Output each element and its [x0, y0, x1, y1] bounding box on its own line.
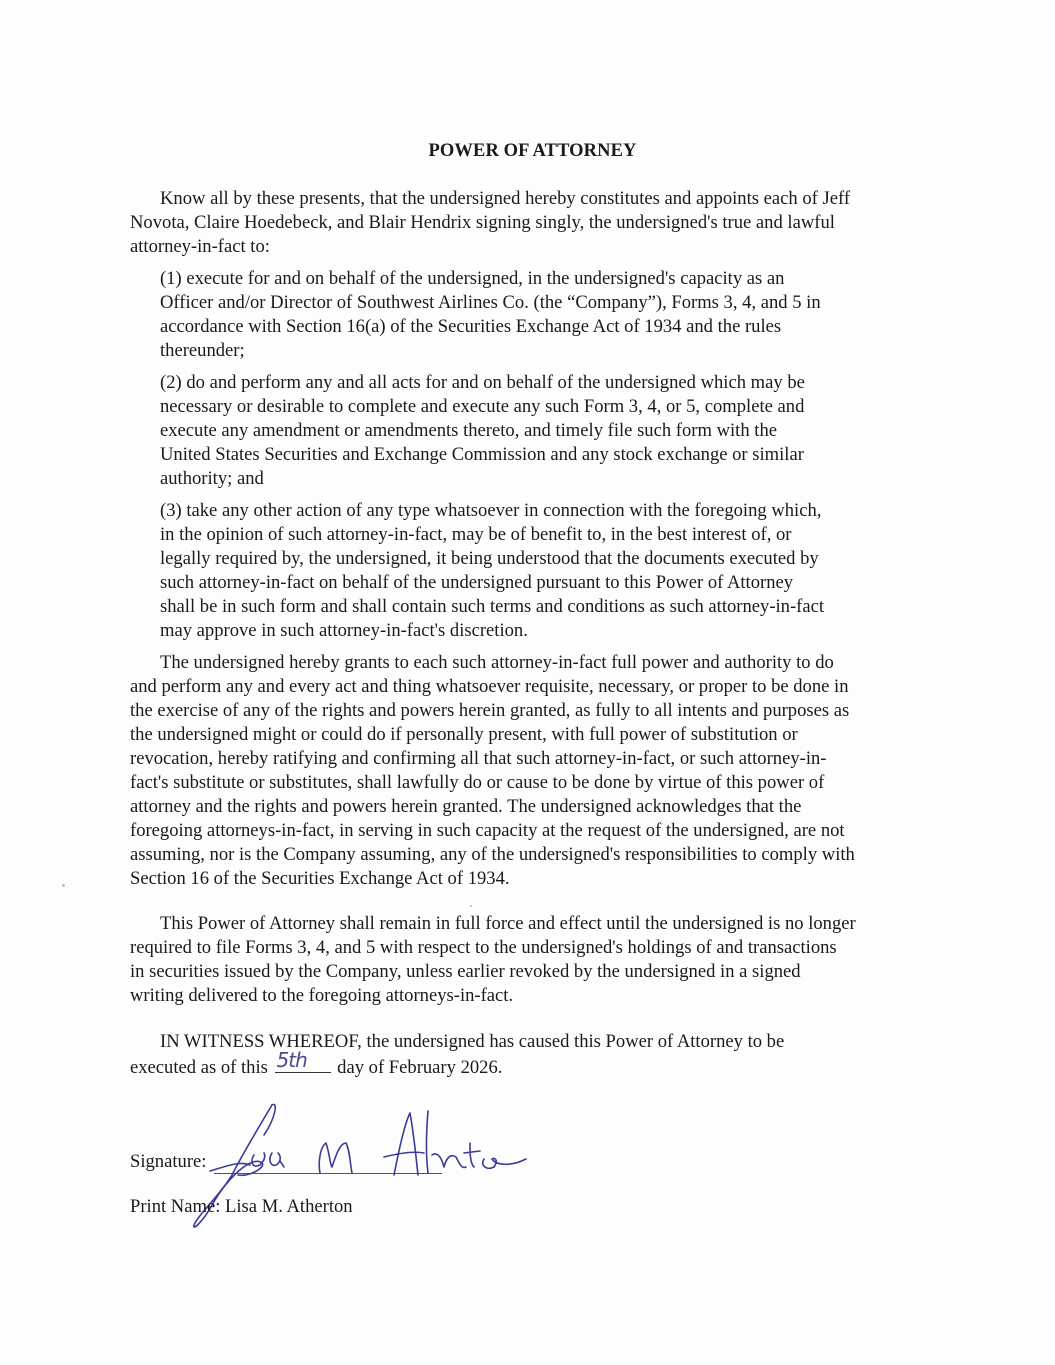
text-line: attorney-in-fact to:	[130, 236, 270, 257]
scan-speck	[62, 884, 65, 887]
text-line: The undersigned hereby grants to each such attorney-in-fact full power and authority to do	[160, 652, 834, 673]
text-line: writing delivered to the foregoing attorneys-in-fact.	[130, 985, 514, 1006]
text-line: Novota, Claire Hoedebeck, and Blair Hendrix signing singly, the undersigned's true and lawful	[130, 212, 835, 233]
date-prefix: executed as of this	[130, 1057, 268, 1078]
text-line: fact's substitute or substitutes, shall lawfully do or cause to be done by virtue of this power of	[130, 772, 825, 793]
text-line: legally required by, the undersigned, it being understood that the documents executed by	[160, 548, 819, 569]
text-line: in the opinion of such attorney-in-fact, may be of benefit to, in the best interest of, or	[160, 524, 792, 545]
witness-paragraph	[130, 1030, 784, 1080]
text-line: (3) take any other action of any type whatsoever in connection with the foregoing which,	[160, 500, 822, 521]
grant-paragraph	[130, 651, 855, 891]
power-item-3	[160, 499, 824, 643]
document-title: POWER OF ATTORNEY	[428, 141, 637, 161]
text-line: (2) do and perform any and all acts for and on behalf of the undersigned which may be	[160, 372, 805, 393]
date-day-field	[275, 1048, 331, 1073]
text-line: such attorney-in-fact on behalf of the undersigned pursuant to this Power of Attorney	[160, 572, 794, 593]
text-line: and perform any and every act and thing whatsoever requisite, necessary, or proper to be done in	[130, 676, 849, 697]
text-line: Officer and/or Director of Southwest Airlines Co. (the “Company”), Forms 3, 4, and 5 in	[160, 292, 821, 313]
text-line: attorney and the rights and powers herein granted. The undersigned acknowledges that the	[130, 796, 802, 817]
text-line: Know all by these presents, that the undersigned hereby constitutes and appoints each of Jeff	[160, 188, 851, 209]
text-line: shall be in such form and shall contain such terms and conditions as such attorney-in-fact	[160, 596, 825, 617]
print-name-row	[130, 1196, 353, 1218]
scan-speck	[470, 905, 472, 907]
text-line: in securities issued by the Company, unless earlier revoked by the undersigned in a signed	[130, 961, 801, 982]
text-line: the undersigned might or could do if personally present, with full power of substitution or	[130, 724, 798, 745]
intro-paragraph	[130, 187, 850, 259]
power-item-1	[160, 267, 821, 363]
duration-paragraph	[130, 912, 856, 1008]
handwritten-day: 5th	[276, 1048, 307, 1072]
text-line: IN WITNESS WHEREOF, the undersigned has caused this Power of Attorney to be	[160, 1031, 785, 1052]
power-item-2	[160, 371, 805, 491]
text-line: may approve in such attorney-in-fact's discretion.	[160, 620, 528, 641]
text-line: thereunder;	[160, 340, 245, 361]
text-line: United States Securities and Exchange Commission and any stock exchange or similar	[160, 444, 804, 465]
date-line	[130, 1048, 784, 1080]
date-suffix: day of February 2026.	[337, 1057, 503, 1078]
text-line: the exercise of any of the rights and powers herein granted, as fully to all intents and purposes as	[130, 700, 850, 721]
text-line: execute any amendment or amendments thereto, and timely file such form with the	[160, 420, 778, 441]
text-line: revocation, hereby ratifying and confirming all that such attorney-in-fact, or such attorney-in-	[130, 748, 827, 769]
text-line: This Power of Attorney shall remain in full force and effect until the undersigned is no longer	[160, 913, 856, 934]
text-line: (1) execute for and on behalf of the undersigned, in the undersigned's capacity as an	[160, 268, 785, 289]
print-name-label: Print Name:	[130, 1196, 221, 1217]
text-line: accordance with Section 16(a) of the Securities Exchange Act of 1934 and the rules	[160, 316, 782, 337]
text-line: assuming, nor is the Company assuming, any of the undersigned's responsibilities to comply with	[130, 844, 855, 865]
text-line: necessary or desirable to complete and execute any such Form 3, 4, or 5, complete and	[160, 396, 805, 417]
text-line: Section 16 of the Securities Exchange Act of 1934.	[130, 868, 510, 889]
signature-label: Signature:	[130, 1151, 207, 1172]
text-line: foregoing attorneys-in-fact, in serving in such capacity at the request of the undersigned, are not	[130, 820, 845, 841]
text-line: required to file Forms 3, 4, and 5 with respect to the undersigned's holdings of and transactions	[130, 937, 837, 958]
text-line: authority; and	[160, 468, 264, 489]
print-name-value: Lisa M. Atherton	[225, 1196, 353, 1217]
